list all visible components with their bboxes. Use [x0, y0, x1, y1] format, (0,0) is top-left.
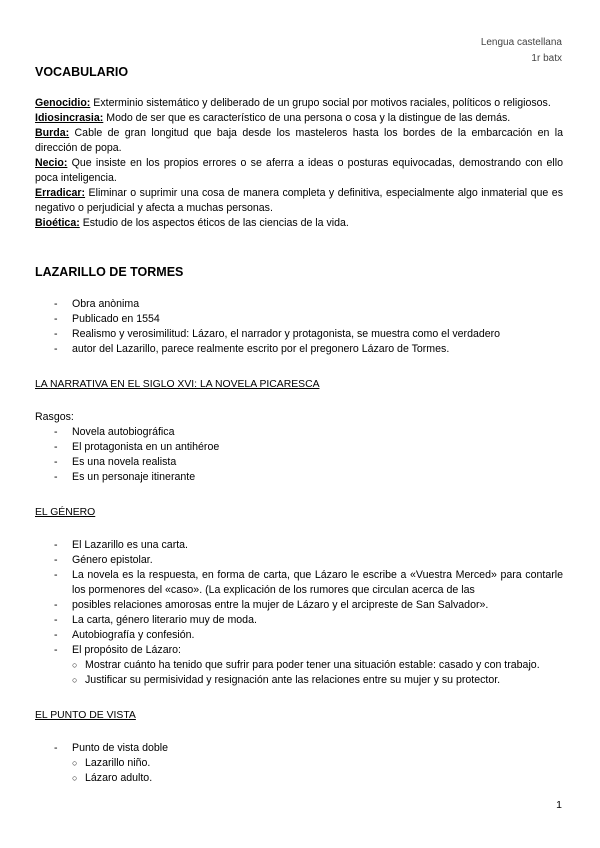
vocabulary-list	[35, 96, 563, 231]
page-header	[481, 35, 562, 67]
list-item: - posibles relaciones amorosas entre la mujer de Lázaro y el arcipreste de San Salvador».	[35, 598, 563, 613]
punto-sublist	[72, 756, 563, 786]
list-item: - Punto de vista doble	[35, 741, 563, 756]
definition-item	[35, 126, 563, 156]
definition-term: Genocidio:	[35, 97, 91, 109]
list-item: - Es una novela realista	[35, 455, 563, 470]
sub-list-item: ○ Lazarillo niño.	[72, 756, 563, 771]
definition-term: Burda:	[35, 127, 70, 139]
definition-item	[35, 156, 563, 186]
definition-term: Bioética:	[35, 217, 80, 229]
list-item: - Es un personaje itinerante	[35, 470, 563, 485]
genero-sublist	[72, 658, 563, 688]
sub-list-item: ○ Justificar su permisividad y resignación ante las relaciones entre su mujer y su protector.	[72, 673, 563, 688]
list-item: - autor del Lazarillo, parece realmente escrito por el pregonero Lázaro de Tormes.	[35, 342, 563, 357]
definition-term: Necio:	[35, 157, 68, 169]
rasgos-label: Rasgos:	[35, 411, 74, 423]
punto-list	[35, 741, 563, 756]
vocabulary-title: VOCABULARIO	[35, 65, 129, 79]
definition-text: Que insiste en los propios errores o se aferra a ideas o posturas equivocadas, demostrando con ello poca inteligencia.	[35, 157, 563, 184]
definition-term: Idiosincrasia:	[35, 112, 104, 124]
rasgos-list	[35, 425, 563, 485]
definition-term: Erradicar:	[35, 187, 86, 199]
lazarillo-title: LAZARILLO DE TORMES	[35, 265, 184, 279]
list-item: - Autobiografía y confesión.	[35, 628, 563, 643]
definition-item	[35, 96, 563, 111]
definition-item	[35, 111, 563, 126]
definition-text: Cable de gran longitud que baja desde los masteleros hasta los bordes de la embarcación en la dirección de popa.	[35, 127, 563, 154]
genero-sublist-wrap	[35, 658, 563, 688]
lazarillo-list	[35, 297, 563, 357]
sub-list-item: ○ Mostrar cuánto ha tenido que sufrir para poder tener una situación estable: casado y con trabajo.	[72, 658, 563, 673]
sub-list-item: ○ Lázaro adulto.	[72, 771, 563, 786]
list-item: - El propósito de Lázaro:	[35, 643, 563, 658]
narrativa-heading: LA NARRATIVA EN EL SIGLO XVI: LA NOVELA PICARESCA	[35, 379, 320, 390]
definition-text: Eliminar o suprimir una cosa de manera completa y definitiva, especialmente algo inmaterial que es negativo o perjudicial y afecta a muchas personas.	[35, 187, 563, 214]
genero-list	[35, 538, 563, 658]
punto-sublist-wrap	[35, 756, 563, 786]
list-item: - El Lazarillo es una carta.	[35, 538, 563, 553]
list-item: - Género epistolar.	[35, 553, 563, 568]
definition-text: Modo de ser que es característico de una persona o cosa y la distingue de las demás.	[103, 112, 511, 124]
header-subject: Lengua castellana	[480, 37, 562, 48]
punto-heading: EL PUNTO DE VISTA	[35, 710, 136, 721]
genero-heading: EL GÉNERO	[35, 507, 96, 518]
page-number: 1	[556, 799, 562, 811]
page-content	[35, 64, 563, 786]
list-item: - La carta, género literario muy de moda.	[35, 613, 563, 628]
header-course: 1r batx	[531, 53, 562, 64]
definition-text: Estudio de los aspectos éticos de las ciencias de la vida.	[79, 217, 349, 229]
list-item: - El protagonista en un antihéroe	[35, 440, 563, 455]
definition-text: Exterminio sistemático y deliberado de un grupo social por motivos raciales, políticos o religiosos.	[90, 97, 551, 109]
list-item: - Obra anònima	[35, 297, 563, 312]
list-item: - Novela autobiográfica	[35, 425, 563, 440]
definition-item	[35, 216, 563, 231]
list-item: - Realismo y verosimilitud: Lázaro, el narrador y protagonista, se muestra como el verdadero	[35, 327, 563, 342]
list-item: - La novela es la respuesta, en forma de carta, que Lázaro le escribe a «Vuestra Merced» para contarle los pormenores del «caso». (La explicación de los rumores que circulan acerca de las	[35, 568, 563, 598]
list-item: - Publicado en 1554	[35, 312, 563, 327]
definition-item	[35, 186, 563, 216]
